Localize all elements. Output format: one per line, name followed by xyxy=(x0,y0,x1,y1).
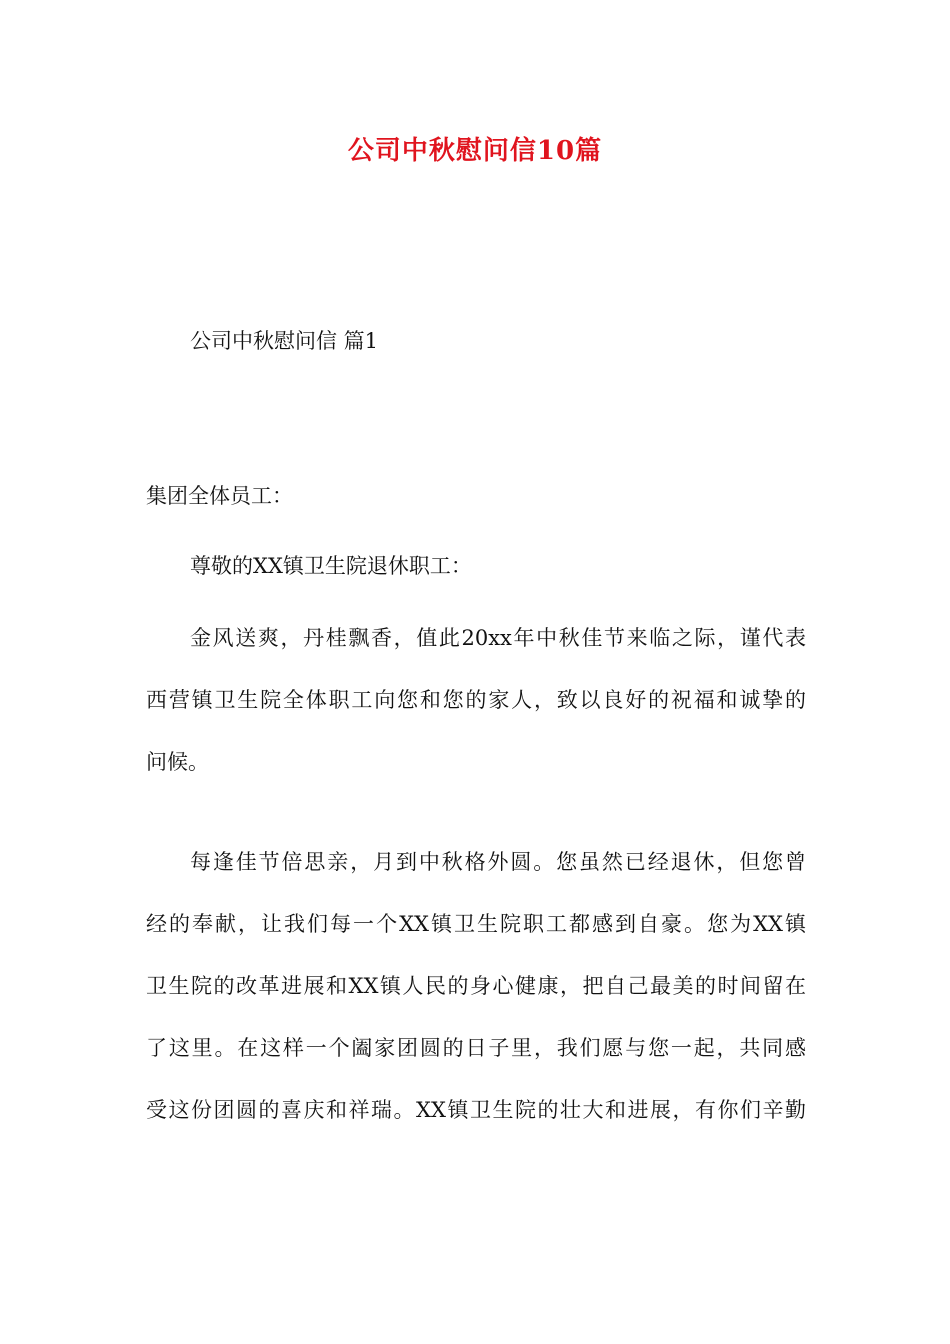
paragraph-line: 金风送爽，丹桂飘香，值此20xx年中秋佳节来临之际，谨代表 xyxy=(190,626,806,650)
paragraph-greeting xyxy=(146,623,806,809)
section-heading: 公司中秋慰问信 篇1 xyxy=(190,329,379,353)
salutation: 集团全体员工： xyxy=(146,484,293,508)
document-title: 公司中秋慰问信10篇 xyxy=(347,136,603,166)
paragraph-body xyxy=(146,847,806,1157)
paragraph-line: 西营镇卫生院全体职工向您和您的家人，致以良好的祝福和诚挚的 xyxy=(146,688,806,712)
paragraph-line: 受这份团圆的喜庆和祥瑞。XX镇卫生院的壮大和进展，有你们辛勤 xyxy=(146,1098,806,1122)
paragraph-line: 了这里。在这样一个阖家团圆的日子里，我们愿与您一起，共同感 xyxy=(146,1036,806,1060)
paragraph-line: 卫生院的改革进展和XX镇人民的身心健康，把自己最美的时间留在 xyxy=(146,974,806,998)
paragraph-line: 每逢佳节倍思亲，月到中秋格外圆。您虽然已经退休，但您曾 xyxy=(190,850,806,874)
paragraph-line: 尊敬的XX镇卫生院退休职工： xyxy=(190,554,472,578)
paragraph-line: 经的奉献，让我们每一个XX镇卫生院职工都感到自豪。您为XX镇 xyxy=(146,912,806,936)
paragraph-addressee xyxy=(146,551,806,613)
paragraph-line: 问候。 xyxy=(146,750,209,774)
